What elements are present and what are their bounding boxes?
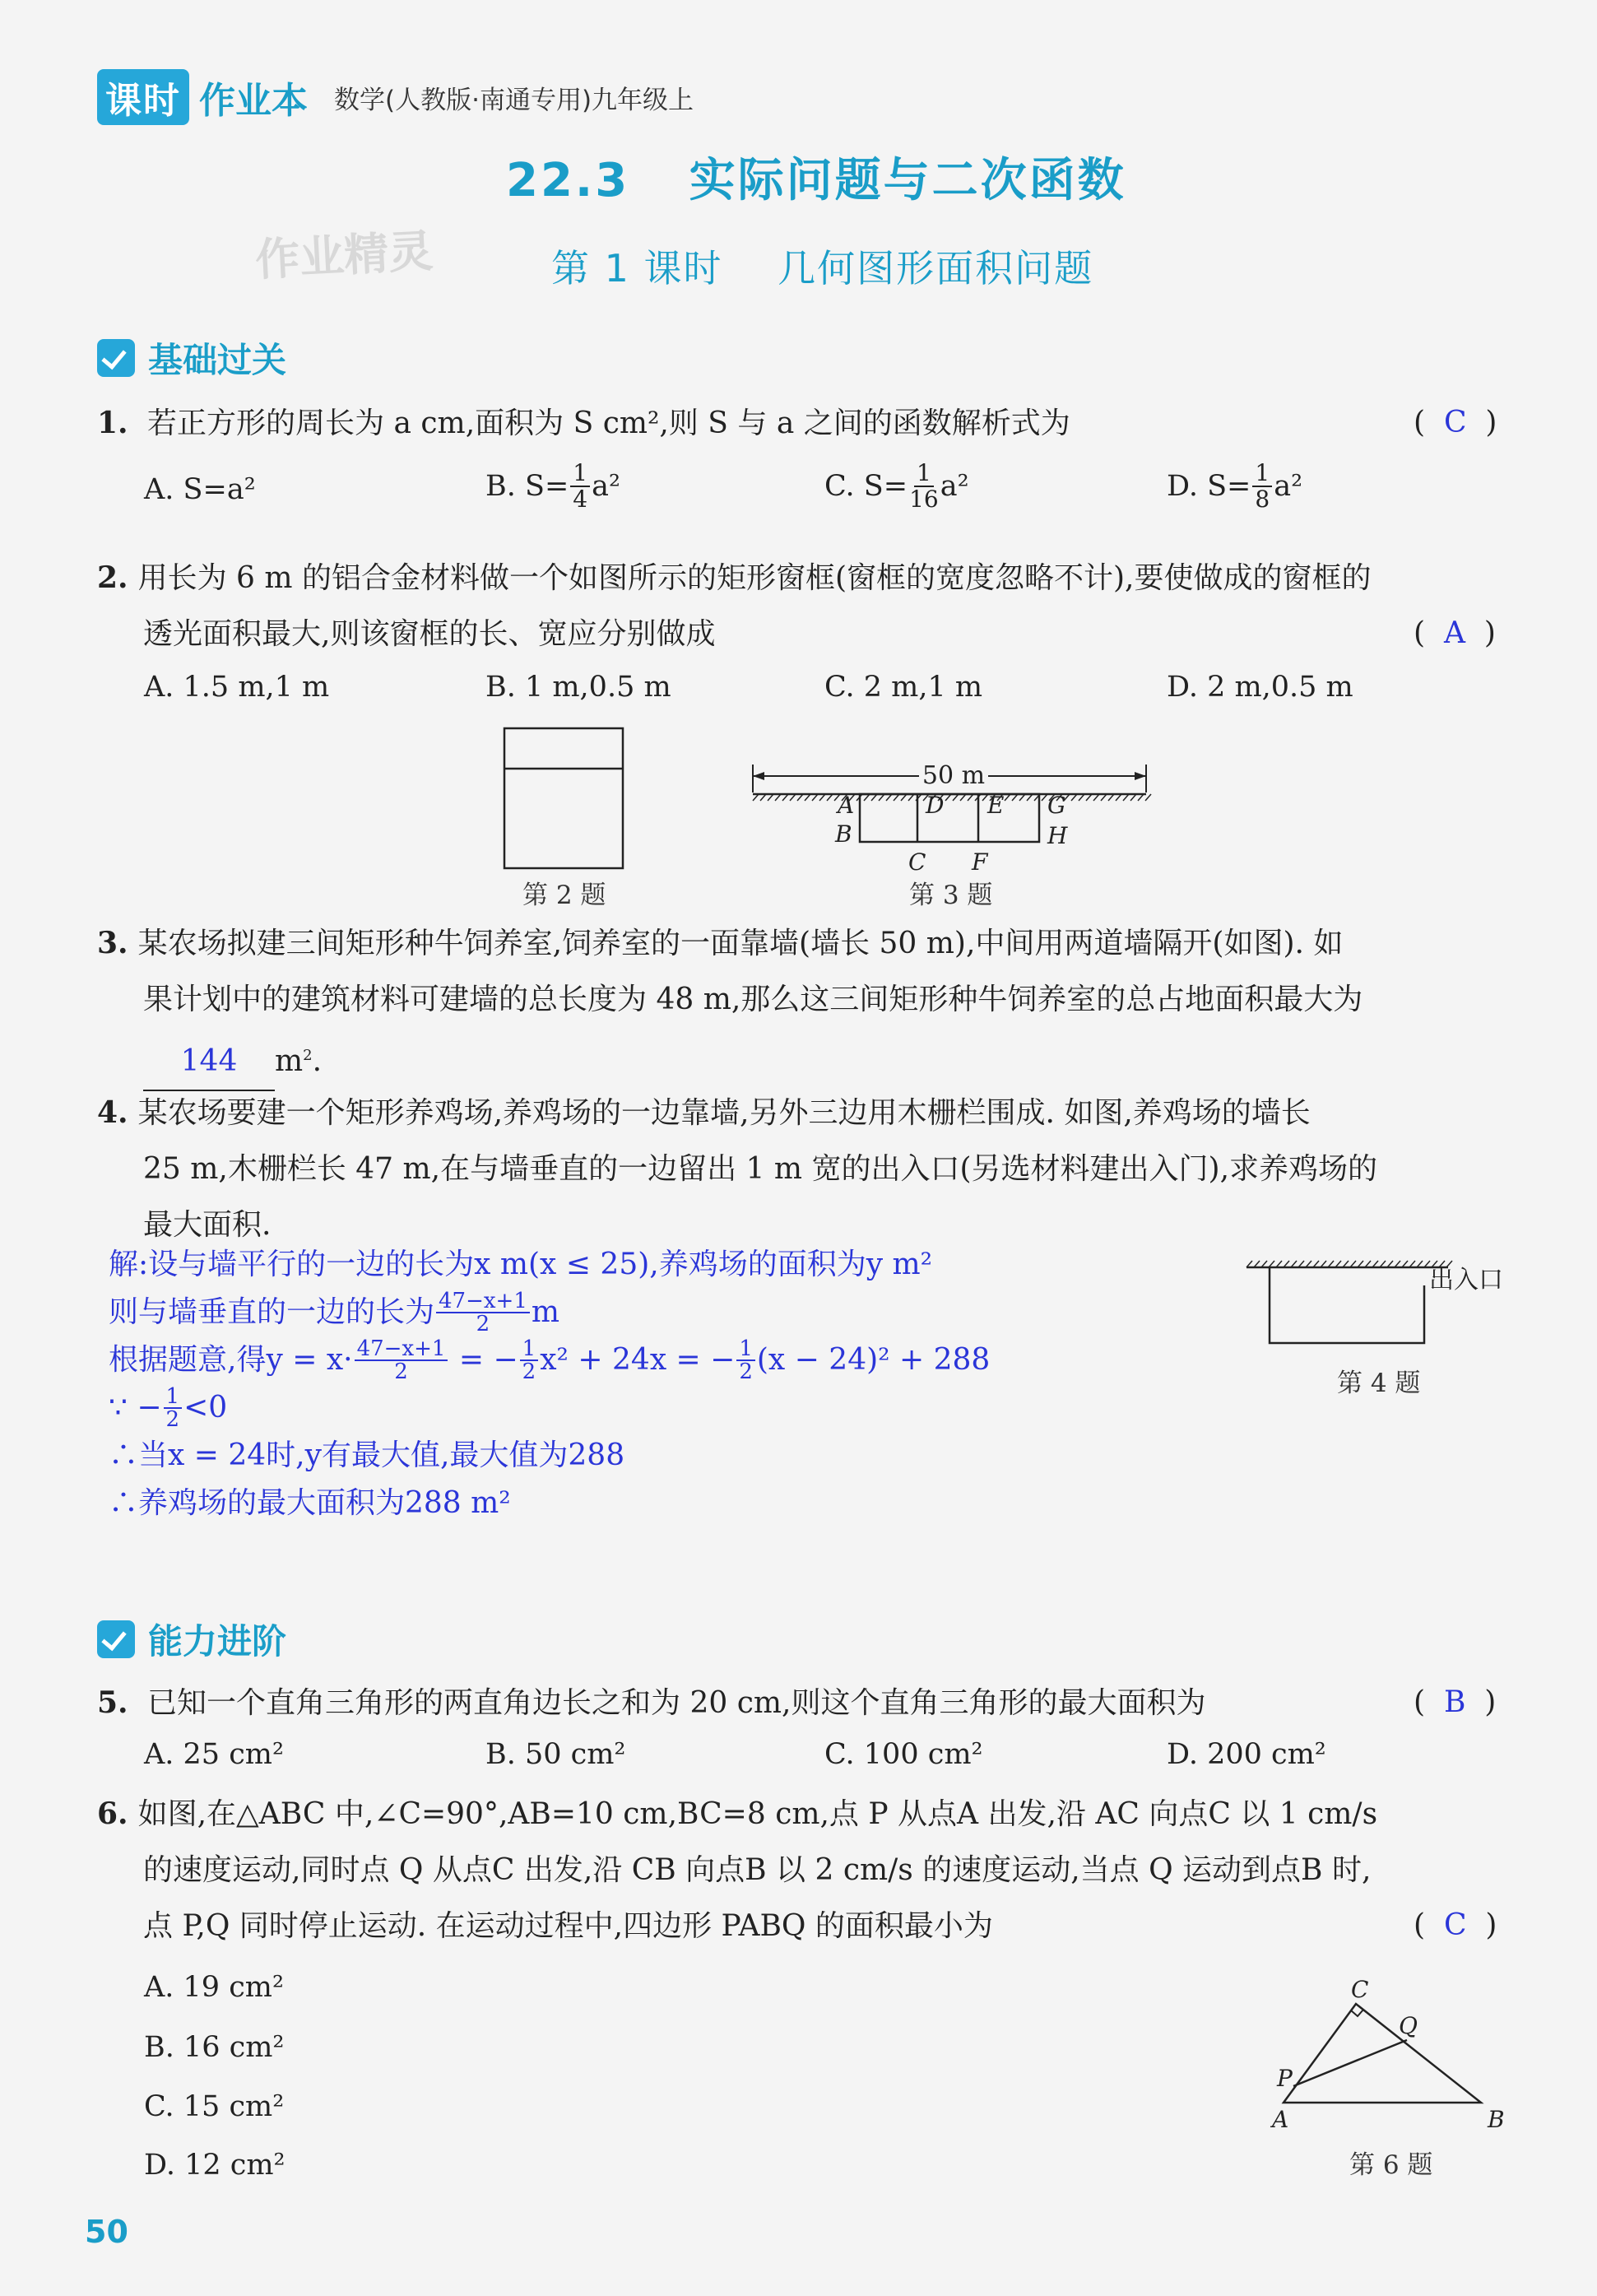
- q5-option-b: B. 50 cm²: [485, 1738, 626, 1771]
- q6-line-3: 点 P,Q 同时停止运动. 在运动过程中,四边形 PABQ 的面积最小为: [143, 1909, 993, 1943]
- q1-opt-d-num: 1: [1252, 461, 1272, 487]
- figure-3-farm: [745, 753, 1156, 876]
- solution-l3-half-den: 2: [522, 1359, 536, 1384]
- q1-opt-c-den: 16: [909, 486, 939, 513]
- label-A: A: [1272, 2106, 1289, 2133]
- lesson-name: 几何图形面积问题: [778, 246, 1094, 290]
- q1-opt-c-suffix: a²: [940, 470, 969, 503]
- q6-line-2: 的速度运动,同时点 Q 从点C 出发,沿 CB 向点B 以 2 cm/s 的速度运动,当点 Q 运动到点B 时,: [143, 1853, 1372, 1887]
- fence-outline: [1270, 1267, 1424, 1343]
- q2-option-d: D. 2 m,0.5 m: [1167, 671, 1353, 704]
- figure-6-triangle: [1259, 1971, 1522, 2136]
- q2-option-b: B. 1 m,0.5 m: [485, 671, 671, 704]
- solution-l3-half-num-2: 1: [736, 1338, 755, 1361]
- solution-l3-mid: = −: [449, 1343, 518, 1377]
- q3-number: 3.: [97, 926, 128, 960]
- label-C: C: [1351, 1976, 1369, 2003]
- q2-option-c: C. 2 m,1 m: [824, 671, 983, 704]
- solution-l4-prefix: ∵ −: [109, 1391, 162, 1425]
- right-angle-mark: [1351, 2010, 1363, 2016]
- label-Q: Q: [1399, 2012, 1418, 2039]
- solution-l2-suffix: m: [531, 1295, 560, 1329]
- q1-answer: ( C ): [1414, 406, 1497, 439]
- q2-answer: ( A ): [1414, 616, 1496, 650]
- question-5: [97, 1675, 1520, 1731]
- solution-l2-num: 47−x+1: [436, 1290, 530, 1313]
- q3-unit-end: .: [312, 1044, 323, 1078]
- q3-unit-main: m: [275, 1044, 304, 1078]
- section-number: 22.3: [506, 154, 630, 207]
- q1-option-c: [824, 461, 969, 512]
- label-A: A: [838, 792, 855, 819]
- q1-opt-c-num: 1: [914, 461, 934, 487]
- figure-2-caption: 第 2 题: [522, 881, 606, 910]
- solution-l3-half-num: 1: [520, 1338, 539, 1361]
- header: [97, 69, 694, 125]
- entrance-label: 出入口: [1429, 1266, 1503, 1294]
- question-1: [97, 395, 1520, 452]
- solution-l4-num: 1: [164, 1386, 183, 1409]
- question-6: [97, 1786, 1529, 1954]
- q1-opt-b-suffix: a²: [592, 470, 621, 503]
- figure-4-caption: 第 4 题: [1337, 1369, 1421, 1398]
- solution-l4-suffix: <0: [183, 1391, 228, 1425]
- window-frame: [504, 728, 623, 868]
- q5-text: 已知一个直角三角形的两直角边长之和为 20 cm,则这个直角三角形的最大面积为: [147, 1686, 1206, 1720]
- q1-opt-d-suffix: a²: [1274, 470, 1303, 503]
- q2-line-2: 透光面积最大,则该窗框的长、宽应分别做成: [143, 617, 716, 651]
- q5-number: 5.: [97, 1685, 128, 1720]
- check-icon: [97, 339, 135, 377]
- dimension-label: 50 m: [922, 761, 986, 790]
- q6-option-d: D. 12 cm²: [144, 2149, 286, 2182]
- question-3: [97, 915, 1529, 1091]
- label-D: D: [926, 792, 945, 819]
- solution-l3-num: 47−x+1: [355, 1338, 448, 1361]
- q5-option-d: D. 200 cm²: [1167, 1738, 1326, 1771]
- basics-title: 基础过关: [148, 340, 287, 380]
- section-title: [506, 144, 1126, 210]
- q1-option-a: A. S=a²: [144, 473, 256, 506]
- q1-answer-value: C: [1443, 406, 1467, 439]
- label-H: H: [1047, 822, 1068, 849]
- q2-number: 2.: [97, 560, 128, 595]
- q6-number: 6.: [97, 1796, 128, 1831]
- solution-l2-den: 2: [476, 1312, 490, 1336]
- arrow-left-icon: [753, 772, 764, 780]
- section-name: 实际问题与二次函数: [689, 154, 1126, 207]
- q3-unit: [275, 1044, 322, 1078]
- solution-line-2: [109, 1289, 1244, 1336]
- solution-l3-prefix: 根据题意,得y = x·: [109, 1343, 353, 1377]
- q1-opt-b-num: 1: [570, 461, 590, 487]
- label-P: P: [1277, 2065, 1293, 2092]
- q4-line-3: 最大面积.: [143, 1208, 272, 1242]
- q1-opt-b-den: 4: [573, 486, 588, 513]
- page-number: 50: [85, 2214, 128, 2250]
- q6-line-1: 如图,在△ABC 中,∠C=90°,AB=10 cm,BC=8 cm,点 P 从点A 出发,沿 AC 向点C 以 1 cm/s: [137, 1797, 1378, 1831]
- question-2: [97, 550, 1529, 662]
- q2-line-1: 用长为 6 m 的铝合金材料做一个如图所示的矩形窗框(窗框的宽度忽略不计),要使做成的窗框的: [137, 561, 1372, 595]
- q3-line-1: 某农场拟建三间矩形种牛饲养室,饲养室的一面靠墙(墙长 50 m),中间用两道墙隔开(如图). 如: [137, 927, 1344, 960]
- rooms-outline: [860, 794, 1039, 842]
- basics-heading: [97, 333, 286, 383]
- solution-line-3: [109, 1336, 1244, 1384]
- logo-sub: 作业本: [199, 80, 308, 122]
- solution-l3-suffix: (x − 24)² + 288: [756, 1343, 991, 1377]
- question-4: [97, 1085, 1529, 1253]
- q5-option-c: C. 100 cm²: [824, 1738, 983, 1771]
- q3-line-2: 果计划中的建筑材料可建墙的总长度为 48 m,那么这三间矩形种牛饲养室的总占地面积最大为: [143, 983, 1363, 1016]
- watermark: 作业精灵: [253, 225, 434, 286]
- q5-option-a: A. 25 cm²: [144, 1738, 285, 1771]
- solution-line-1: 解:设与墙平行的一边的长为x m(x ≤ 25),养鸡场的面积为y m²: [109, 1248, 933, 1281]
- q4-number: 4.: [97, 1095, 128, 1130]
- q5-answer: ( B ): [1414, 1685, 1497, 1719]
- q3-answer-blank: 144: [143, 1034, 275, 1091]
- q5-answer-value: B: [1443, 1685, 1466, 1719]
- advanced-heading: [97, 1615, 286, 1664]
- solution-line-5: ∴当x = 24时,y有最大值,最大值为288: [109, 1438, 625, 1472]
- figure-6-caption: 第 6 题: [1349, 2150, 1433, 2180]
- lesson-label: 第 1 课时: [551, 246, 723, 290]
- solution-l3-mid2: x² + 24x = −: [540, 1343, 736, 1377]
- lesson-title: [551, 239, 1093, 293]
- label-B: B: [1488, 2106, 1505, 2133]
- hatch-stroke: [1145, 794, 1151, 801]
- solution-l2-prefix: 则与墙垂直的一边的长为: [109, 1295, 435, 1329]
- label-C: C: [908, 848, 926, 876]
- book-title: 数学(人教版·南通专用)九年级上: [334, 85, 694, 115]
- label-G: G: [1047, 792, 1066, 819]
- q1-option-b: [485, 461, 620, 512]
- q6-answer: ( C ): [1414, 1908, 1497, 1942]
- pencil-icon: [97, 1620, 135, 1658]
- arrow-right-icon: [1135, 772, 1146, 780]
- label-E: E: [987, 792, 1005, 819]
- q2-option-a: A. 1.5 m,1 m: [144, 671, 330, 704]
- solution-line-6: ∴养鸡场的最大面积为288 m²: [109, 1486, 511, 1520]
- figure-3-caption: 第 3 题: [909, 881, 993, 910]
- q4-line-2: 25 m,木栅栏长 47 m,在与墙垂直的一边留出 1 m 宽的出入口(另选材料建出入门),求养鸡场的: [143, 1152, 1378, 1186]
- solution-l3-half-den-2: 2: [739, 1359, 753, 1384]
- q1-option-d: [1167, 461, 1302, 512]
- q3-unit-exp: 2: [303, 1047, 313, 1064]
- advanced-title: 能力进阶: [148, 1621, 287, 1662]
- q4-line-1: 某农场要建一个矩形养鸡场,养鸡场的一边靠墙,另外三边用木栅栏围成. 如图,养鸡场的墙长: [137, 1096, 1311, 1130]
- q1-text: 若正方形的周长为 a cm,面积为 S cm²,则 S 与 a 之间的函数解析式为: [147, 407, 1070, 440]
- solution-l3-den: 2: [394, 1359, 408, 1384]
- label-F: F: [972, 848, 988, 876]
- q6-option-c: C. 15 cm²: [144, 2090, 285, 2123]
- logo: 课时: [97, 69, 189, 125]
- q1-number: 1.: [97, 406, 128, 440]
- q1-opt-c-prefix: C. S=: [824, 470, 908, 503]
- figure-4-henhouse: [1238, 1251, 1518, 1358]
- figure-2-window: [502, 726, 625, 874]
- triangle-ABC: [1284, 2004, 1481, 2103]
- q6-option-a: A. 19 cm²: [144, 1971, 285, 2004]
- q1-opt-b-prefix: B. S=: [485, 470, 569, 503]
- solution: [109, 1241, 1244, 1527]
- q1-opt-d-den: 8: [1255, 486, 1270, 513]
- q2-answer-value: A: [1443, 616, 1465, 650]
- q6-answer-value: C: [1443, 1908, 1467, 1942]
- label-B: B: [835, 820, 852, 848]
- q1-opt-d-prefix: D. S=: [1167, 470, 1251, 503]
- solution-l4-den: 2: [165, 1407, 180, 1432]
- q6-option-b: B. 16 cm²: [144, 2031, 285, 2064]
- solution-line-4: [109, 1384, 1244, 1432]
- segment-PQ: [1293, 2040, 1407, 2086]
